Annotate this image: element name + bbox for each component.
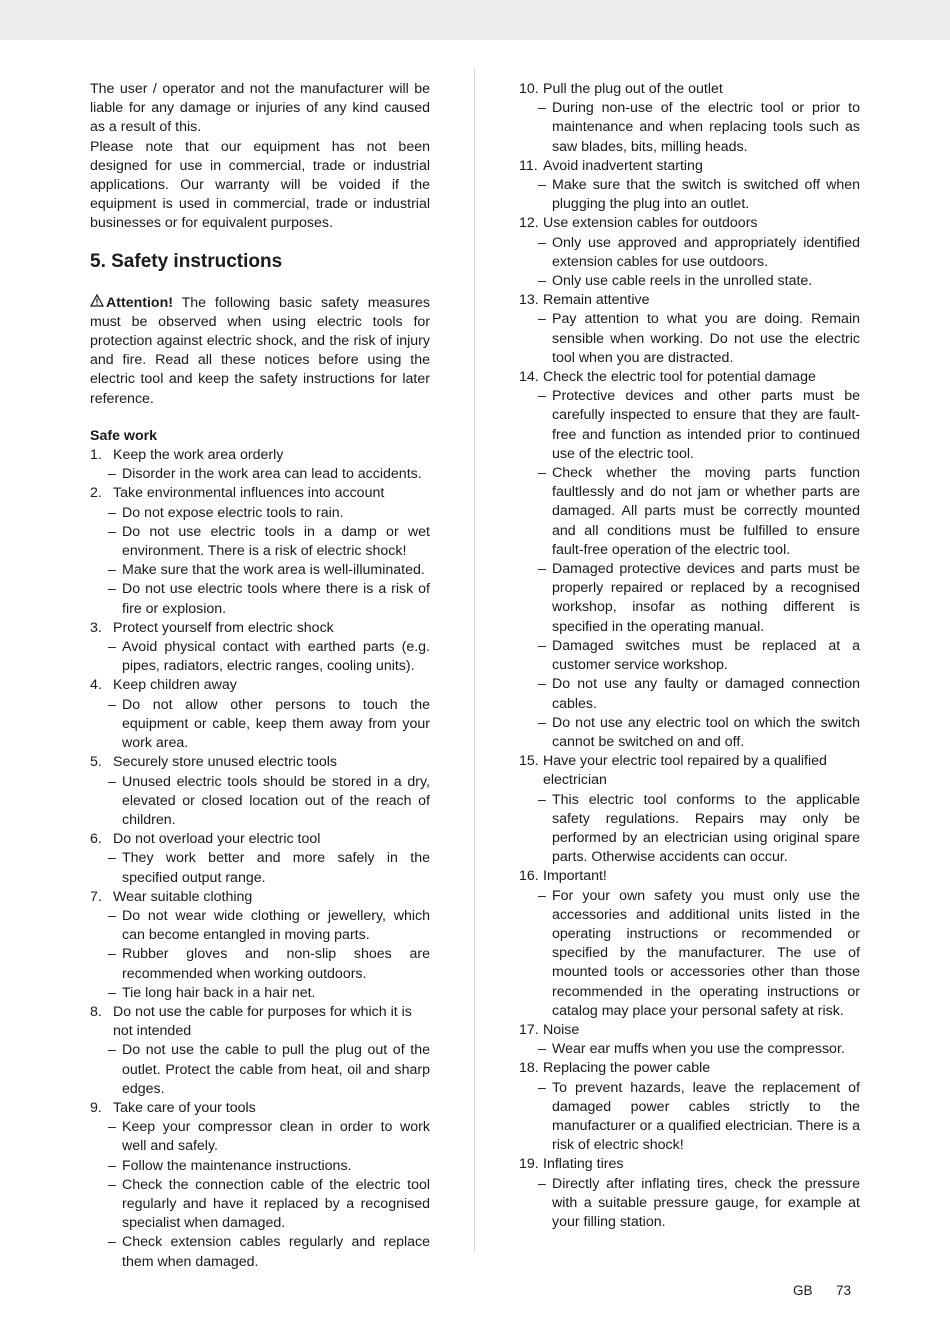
bullet-text: Do not use any electric tool on which the switch cannot be switched on and off.	[552, 714, 860, 750]
list-item	[90, 1099, 430, 1118]
item-number: 7.	[90, 888, 102, 905]
bullet-text: Check whether the moving parts function faultlessly and do not jam or whether parts are damaged. All parts must be correctly mounted and all conditions must be fulfilled to ensure fault-free operation of the electric tool.	[552, 465, 860, 558]
bullet-dash: –	[108, 907, 116, 924]
bullet-dash: –	[108, 562, 116, 579]
bullet-text: Damaged switches must be replaced at a customer service workshop.	[552, 637, 860, 674]
bullet-dash: –	[538, 1079, 546, 1096]
item-title: Protect yourself from electric shock	[113, 619, 334, 636]
bullet-item	[519, 1079, 860, 1156]
subheading: Safe work	[90, 427, 158, 444]
bullet-dash: –	[538, 273, 546, 290]
bullet-item	[519, 887, 860, 1021]
bullet-item	[519, 99, 860, 157]
item-number: 9.	[90, 1099, 102, 1116]
list-item	[519, 80, 860, 99]
bullet-text: Pay attention to what you are doing. Remain sensible when working. Do not use the electric tool when you are distracted.	[552, 311, 860, 366]
language-code: GB	[793, 1283, 813, 1298]
bullet-item	[519, 1175, 860, 1233]
item-title: Inflating tires	[543, 1156, 624, 1173]
item-title: Check the electric tool for potential damage	[543, 369, 816, 386]
bullet-item	[90, 1118, 430, 1156]
warning-triangle-icon	[90, 294, 104, 313]
item-title: Securely store unused electric tools	[113, 754, 337, 771]
safety-list	[90, 446, 430, 1272]
list-item	[519, 1021, 860, 1040]
list-item	[90, 676, 430, 695]
intro-paragraph: Please note that our equipment has not been designed for use in commercial, trade or industrial applications. Our warranty will be voided if the equipment is used in commercial, trade or industrial businesses or for equivalent purposes.	[90, 138, 430, 232]
bullet-text: Do not use electric tools in a damp or wet environment. There is a risk of electric shock!	[122, 523, 430, 560]
item-title: Wear suitable clothing	[113, 888, 253, 905]
item-number: 11.	[519, 157, 538, 174]
bullet-item	[519, 176, 860, 214]
bullet-text: Avoid physical contact with earthed parts (e.g. pipes, radiators, electric ranges, cooling units).	[122, 639, 430, 675]
item-title: Do not overload your electric tool	[113, 831, 321, 848]
page-number: 73	[836, 1283, 852, 1298]
item-title: Noise	[543, 1021, 580, 1038]
bullet-item	[90, 1041, 430, 1099]
list-item	[519, 368, 860, 387]
bullet-item	[90, 696, 430, 754]
bullet-item	[519, 272, 860, 291]
item-title: Remain attentive	[543, 292, 650, 309]
bullet-item	[90, 638, 430, 676]
bullet-text: Protective devices and other parts must be carefully inspected to ensure that they are fault-free and function as intended prior to continued use of the electric tool.	[552, 388, 860, 462]
bullet-item	[90, 1233, 430, 1271]
bullet-dash: –	[108, 1042, 116, 1059]
bullet-dash: –	[538, 465, 546, 482]
bullet-text: Rubber gloves and non-slip shoes are recommended when working outdoors.	[122, 946, 430, 982]
bullet-dash: –	[108, 523, 116, 540]
bullet-dash: –	[108, 466, 116, 483]
bullet-dash: –	[538, 561, 546, 578]
item-title: Take care of your tools	[113, 1099, 256, 1116]
bullet-text: Do not wear wide clothing or jewellery, which can become entangled in moving parts.	[122, 907, 430, 944]
column-divider	[474, 68, 475, 1252]
bullet-dash: –	[538, 177, 546, 194]
bullet-item	[519, 714, 860, 752]
bullet-item	[519, 310, 860, 368]
item-number: 14.	[519, 369, 539, 386]
list-item	[519, 752, 860, 790]
bullet-text: Do not expose electric tools to rain.	[122, 504, 344, 521]
bullet-text: This electric tool conforms to the applicable safety regulations. Repairs may only be performed by an electrician using original spare parts. Otherwise accidents can occur.	[552, 791, 860, 866]
bullet-dash: –	[108, 984, 116, 1001]
bullet-text: Make sure that the work area is well-illuminated.	[122, 562, 425, 579]
bullet-text: Disorder in the work area can lead to accidents.	[122, 466, 422, 483]
bullet-dash: –	[108, 1176, 116, 1193]
list-item	[90, 619, 430, 638]
item-title: Pull the plug out of the outlet	[543, 81, 723, 97]
bullet-item	[519, 1040, 860, 1059]
bullet-dash: –	[108, 581, 116, 598]
bullet-text: Unused electric tools should be stored in a dry, elevated or closed location out of the reach of children.	[122, 773, 430, 828]
list-item	[90, 753, 430, 772]
item-number: 15.	[519, 753, 539, 770]
bullet-dash: –	[108, 946, 116, 963]
item-number: 2.	[90, 485, 102, 502]
item-title: Do not use the cable for purposes for which it is not intended	[113, 1003, 412, 1040]
bullet-text: Wear ear muffs when you use the compressor.	[552, 1041, 845, 1058]
item-number: 3.	[90, 619, 102, 636]
bullet-text: Do not use electric tools where there is a risk of fire or explosion.	[122, 581, 430, 617]
bullet-dash: –	[538, 887, 546, 904]
bullet-item	[519, 675, 860, 713]
item-number: 16.	[519, 868, 539, 885]
bullet-dash: –	[538, 637, 546, 654]
bullet-dash: –	[108, 504, 116, 521]
attention-label: Attention!	[106, 294, 173, 311]
bullet-text: Check extension cables regularly and replace them when damaged.	[122, 1234, 430, 1270]
bullet-dash: –	[108, 696, 116, 713]
bullet-dash: –	[108, 639, 116, 656]
bullet-dash: –	[108, 773, 116, 790]
list-item	[90, 1003, 430, 1041]
safety-list	[519, 80, 860, 1232]
bullet-dash: –	[538, 100, 546, 117]
bullet-item	[519, 791, 860, 868]
bullet-item	[519, 234, 860, 272]
item-number: 1.	[90, 447, 102, 464]
bullet-dash: –	[108, 1119, 116, 1136]
list-item	[519, 1155, 860, 1174]
bullet-text: Tie long hair back in a hair net.	[122, 984, 316, 1001]
bullet-item	[90, 984, 430, 1003]
item-number: 18.	[519, 1060, 539, 1077]
item-title: Take environmental influences into account	[113, 485, 385, 502]
list-item	[90, 888, 430, 907]
item-number: 13.	[519, 292, 539, 309]
bullet-dash: –	[108, 850, 116, 867]
bullet-text: Only use cable reels in the unrolled state.	[552, 273, 813, 290]
item-number: 5.	[90, 754, 102, 771]
item-number: 12.	[519, 215, 539, 232]
bullet-item	[90, 907, 430, 945]
list-item	[90, 446, 430, 465]
bullet-item	[90, 523, 430, 561]
bullet-dash: –	[538, 714, 546, 731]
item-number: 4.	[90, 677, 102, 694]
list-item	[519, 291, 860, 310]
bullet-text: Do not use any faulty or damaged connection cables.	[552, 676, 860, 712]
list-item	[519, 1059, 860, 1078]
bullet-item	[90, 465, 430, 484]
item-title: Avoid inadvertent starting	[543, 157, 703, 174]
list-item	[519, 157, 860, 176]
bullet-item	[90, 849, 430, 887]
item-title: Replacing the power cable	[543, 1060, 711, 1077]
bullet-dash: –	[538, 311, 546, 328]
bullet-text: Do not use the cable to pull the plug out of the outlet. Protect the cable from heat, oil and sharp edges.	[122, 1042, 430, 1097]
bullet-text: During non-use of the electric tool or prior to maintenance and when replacing tools such as saw blades, bits, milling heads.	[552, 100, 860, 155]
bullet-item	[90, 561, 430, 580]
bullet-text: They work better and more safely in the specified output range.	[122, 850, 430, 886]
bullet-item	[90, 773, 430, 831]
attention-notice	[90, 294, 430, 409]
left-column	[90, 80, 430, 1272]
list-item	[519, 867, 860, 886]
bullet-text: Directly after inflating tires, check the pressure with a suitable pressure gauge, for example at your filling station.	[552, 1175, 860, 1230]
bullet-item	[90, 1157, 430, 1176]
bullet-text: Do not allow other persons to touch the equipment or cable, keep them away from your work area.	[122, 696, 430, 752]
bullet-dash: –	[538, 676, 546, 693]
list-item	[90, 484, 430, 503]
bullet-item	[519, 560, 860, 637]
item-title: Keep children away	[113, 677, 237, 694]
bullet-item	[90, 504, 430, 523]
item-number: 10.	[519, 81, 539, 97]
bullet-text: Check the connection cable of the electric tool regularly and have it replaced by a recognised specialist when damaged.	[122, 1176, 430, 1232]
bullet-item	[519, 387, 860, 464]
item-number: 17.	[519, 1021, 539, 1038]
bullet-item	[90, 1176, 430, 1234]
bullet-text: To prevent hazards, leave the replacement of damaged power cables strictly to the manufacturer or a qualified electrician. There is a risk of electric shock!	[552, 1079, 860, 1154]
bullet-text: Keep your compressor clean in order to work well and safely.	[122, 1119, 430, 1155]
bullet-text: For your own safety you must only use the accessories and additional units listed in the operating instructions or recommended or specified by the manufacturer. The use of mounted tools or accessories other than those recommended in the operating instructions or catalog may place your personal safety at risk.	[552, 887, 860, 1019]
item-number: 8.	[90, 1003, 102, 1020]
attention-text: The following basic safety measures must be observed when using electric tools for protection against electric shock, and the risk of injury and fire. Read all these notices before using the electric tool and keep the safety instructions for later reference.	[90, 294, 431, 407]
intro-paragraph: The user / operator and not the manufacturer will be liable for any damage or injuries of any kind caused as a result of this.	[90, 81, 430, 136]
item-title: Keep the work area orderly	[113, 447, 284, 464]
item-title: Have your electric tool repaired by a qualified electrician	[543, 753, 827, 789]
bullet-dash: –	[538, 791, 546, 808]
bullet-dash: –	[538, 234, 546, 251]
section-heading: 5. Safety instructions	[90, 250, 283, 272]
bullet-item	[90, 580, 430, 618]
list-item	[519, 214, 860, 233]
right-column	[519, 80, 860, 1232]
top-bar	[0, 0, 950, 40]
item-title: Important!	[543, 868, 607, 885]
bullet-item	[519, 464, 860, 560]
bullet-text: Make sure that the switch is switched off when plugging the plug into an outlet.	[552, 177, 860, 213]
item-title: Use extension cables for outdoors	[543, 215, 758, 232]
bullet-text: Follow the maintenance instructions.	[122, 1157, 352, 1174]
bullet-dash: –	[108, 1157, 116, 1174]
item-number: 19.	[519, 1156, 539, 1173]
bullet-dash: –	[538, 388, 546, 405]
list-item	[90, 830, 430, 849]
bullet-dash: –	[538, 1175, 546, 1192]
bullet-dash: –	[108, 1234, 116, 1251]
bullet-text: Damaged protective devices and parts must be properly repaired or replaced by a recognised workshop, insofar as nothing different is specified in the operating manual.	[552, 561, 860, 635]
item-number: 6.	[90, 831, 102, 848]
bullet-item	[519, 637, 860, 675]
bullet-text: Only use approved and appropriately identified extension cables for use outdoors.	[552, 234, 860, 270]
bullet-dash: –	[538, 1041, 546, 1058]
bullet-item	[90, 945, 430, 983]
